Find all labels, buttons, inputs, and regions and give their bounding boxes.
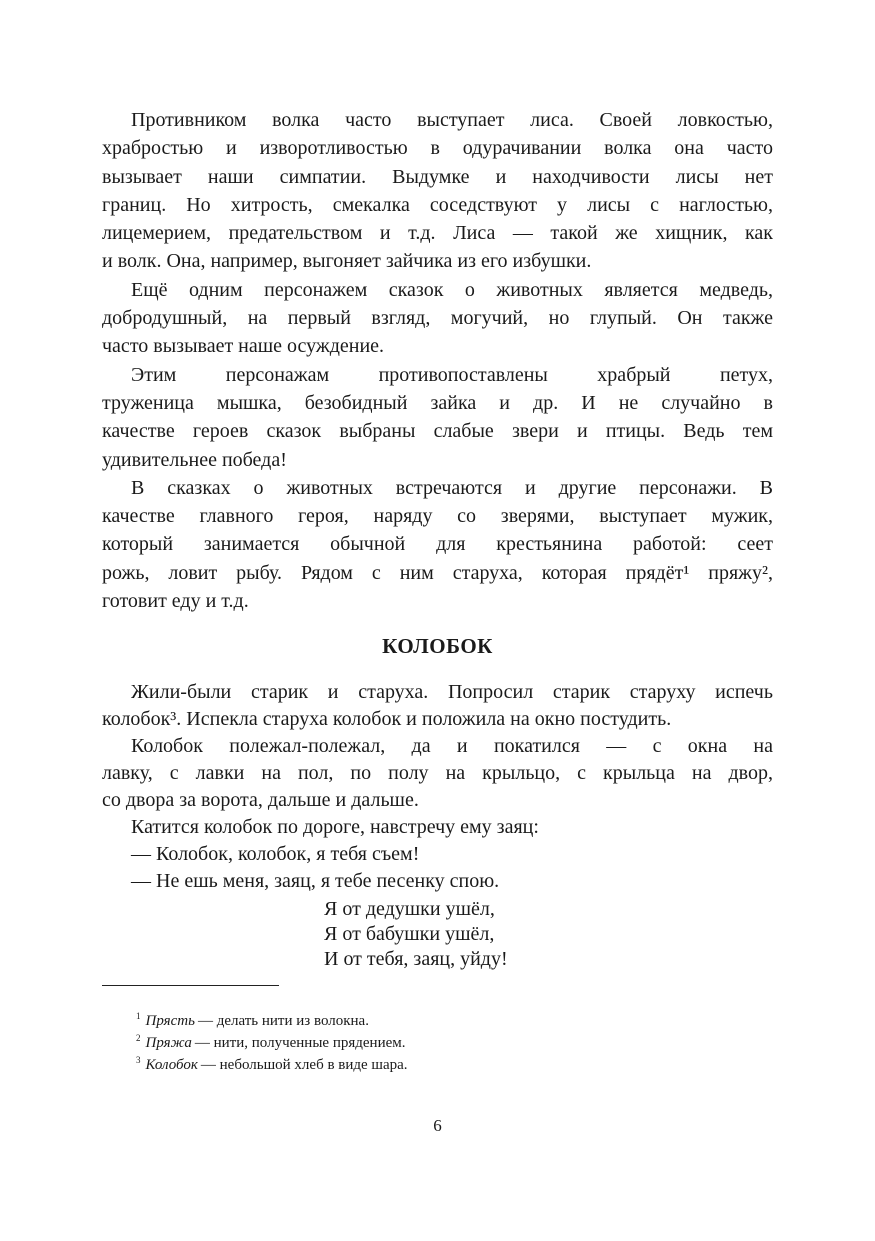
footnote-text: — нити, полученные прядением. bbox=[194, 1035, 406, 1051]
text-line: лицемерием, предательством и т.д. Лиса — такой же хищник, как bbox=[102, 222, 773, 245]
footnote bbox=[136, 1049, 408, 1071]
text-line: храбростью и изворотливостью в одурачивании волка она часто bbox=[102, 137, 773, 160]
footnote bbox=[136, 1027, 408, 1049]
text-line: качестве главного героя, наряду со зверями, выступает мужик, bbox=[102, 505, 773, 528]
footnote-text: — делать нити из волокна. bbox=[197, 1013, 369, 1029]
text-line: добродушный, на первый взгляд, могучий, но глупый. Он также bbox=[102, 307, 773, 330]
text-line: вызывает наши симпатии. Выдумке и находчивости лисы нет bbox=[102, 165, 773, 188]
text-line: качестве героев сказок выбраны слабые звери и птицы. Ведь тем bbox=[102, 420, 773, 443]
text-line: Жили-были старик и старуха. Попросил старик старуху испечь bbox=[131, 681, 773, 703]
text-line: колобок³. Испекла старуха колобок и положила на окно постудить. bbox=[102, 708, 672, 730]
text-line: труженица мышка, безобидный зайка и др. И не случайно в bbox=[102, 391, 773, 414]
text-line: со двора за ворота, дальше и дальше. bbox=[102, 789, 419, 811]
footnote-term: Прясть bbox=[145, 1013, 195, 1029]
footnote-mark: 3 bbox=[136, 1055, 141, 1065]
footnotes bbox=[136, 1005, 408, 1071]
text-line: и волк. Она, например, выгоняет зайчика из его избушки. bbox=[102, 250, 592, 273]
text-line: готовит еду и т.д. bbox=[102, 590, 249, 613]
text-line: рожь, ловит рыбу. Рядом с ним старуха, которая прядёт¹ пряжу², bbox=[102, 561, 773, 584]
footnote-divider bbox=[102, 985, 279, 986]
text-line: Колобок полежал-полежал, да и покатился — с окна на bbox=[131, 735, 773, 757]
text-line: — Колобок, колобок, я тебя съем! bbox=[131, 843, 420, 865]
footnote-term: Пряжа bbox=[145, 1035, 192, 1051]
text-line: В сказках о животных встречаются и другие персонажи. В bbox=[131, 476, 773, 499]
text-line: Катится колобок по дороге, навстречу ему заяц: bbox=[131, 816, 539, 838]
verse-line: И от тебя, заяц, уйду! bbox=[324, 948, 508, 970]
text-line: который занимается обычной для крестьянина работой: сеет bbox=[102, 533, 773, 556]
footnote-term: Колобок bbox=[145, 1057, 198, 1073]
page-number: 6 bbox=[433, 1116, 442, 1135]
text-line: удивительнее победа! bbox=[102, 448, 287, 471]
footnote-mark: 1 bbox=[136, 1011, 141, 1021]
footnote-mark: 2 bbox=[136, 1033, 141, 1043]
text-line: лавку, с лавки на пол, по полу на крыльцо, с крыльца на двор, bbox=[102, 762, 773, 784]
section-heading: КОЛОБОК bbox=[382, 634, 493, 658]
intro-text bbox=[102, 106, 773, 615]
text-line: Этим персонажам противопоставлены храбрый петух, bbox=[131, 363, 773, 386]
text-line: часто вызывает наше осуждение. bbox=[102, 335, 385, 358]
text-line: — Не ешь меня, заяц, я тебе песенку спою. bbox=[131, 870, 500, 892]
verse-line: Я от бабушки ушёл, bbox=[324, 923, 495, 945]
footnote bbox=[136, 1005, 408, 1027]
text-line: границ. Но хитрость, смекалка соседствуют у лисы с наглостью, bbox=[102, 193, 773, 216]
verse-line: Я от дедушки ушёл, bbox=[324, 898, 495, 920]
footnote-text: — небольшой хлеб в виде шара. bbox=[200, 1057, 408, 1073]
text-line: Ещё одним персонажем сказок о животных является медведь, bbox=[131, 278, 773, 301]
verse bbox=[324, 897, 508, 972]
text-line: Противником волка часто выступает лиса. Своей ловкостью, bbox=[131, 109, 773, 131]
story-text bbox=[102, 679, 773, 895]
